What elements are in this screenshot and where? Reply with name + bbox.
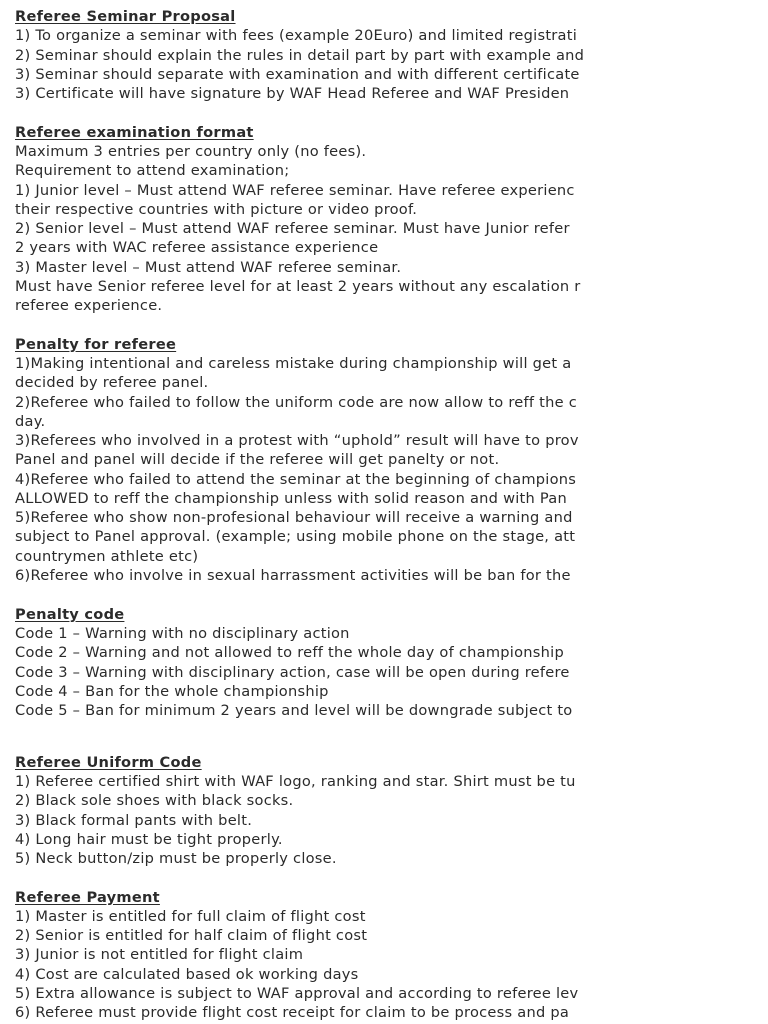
examination-format-line: 2 years with WAC referee assistance experience: [15, 239, 379, 256]
penalty-for-referee-line: 4)Referee who failed to attend the seminar at the beginning of champions: [15, 471, 577, 488]
penalty-for-referee-line: ALLOWED to reff the championship unless with solid reason and with Pan: [15, 490, 568, 507]
examination-format-line: Requirement to attend examination;: [15, 162, 290, 179]
section-heading-seminar-proposal: Referee Seminar Proposal: [15, 8, 236, 25]
penalty-for-referee-line: countrymen athlete etc): [15, 548, 199, 565]
referee-payment-line: 1) Master is entitled for full claim of flight cost: [15, 908, 366, 925]
section-heading-uniform-code: Referee Uniform Code: [15, 754, 202, 771]
penalty-for-referee-line: Panel and panel will decide if the referee will get panelty or not.: [15, 451, 500, 468]
penalty-for-referee-line: 1)Making intentional and careless mistake during championship will get a: [15, 355, 572, 372]
referee-payment-line: 6) Referee must provide flight cost receipt for claim to be process and pa: [15, 1004, 570, 1021]
uniform-code-line: 5) Neck button/zip must be properly close.: [15, 850, 337, 867]
examination-format-line: 2) Senior level – Must attend WAF referee seminar. Must have Junior refer: [15, 220, 570, 237]
penalty-for-referee-line: day.: [15, 413, 46, 430]
section-heading-penalty-code: Penalty code: [15, 606, 125, 623]
penalty-for-referee-line: 3)Referees who involved in a protest with “uphold” result will have to prov: [15, 432, 579, 449]
examination-format-line: their respective countries with picture or video proof.: [15, 201, 418, 218]
examination-format-line: Maximum 3 entries per country only (no fees).: [15, 143, 367, 160]
uniform-code-line: 1) Referee certified shirt with WAF logo, ranking and star. Shirt must be tu: [15, 773, 576, 790]
penalty-code-line: Code 3 – Warning with disciplinary action, case will be open during refere: [15, 664, 570, 681]
examination-format-line: 3) Master level – Must attend WAF referee seminar.: [15, 259, 402, 276]
referee-payment-line: 4) Cost are calculated based ok working days: [15, 966, 359, 983]
examination-format-line: Must have Senior referee level for at least 2 years without any escalation r: [15, 278, 581, 295]
examination-format-line: referee experience.: [15, 297, 163, 314]
uniform-code-line: 4) Long hair must be tight properly.: [15, 831, 283, 848]
penalty-code-line: Code 2 – Warning and not allowed to reff the whole day of championship: [15, 644, 564, 661]
referee-payment-line: 2) Senior is entitled for half claim of flight cost: [15, 927, 368, 944]
penalty-code-line: Code 4 – Ban for the whole championship: [15, 683, 329, 700]
penalty-for-referee-line: 5)Referee who show non-profesional behaviour will receive a warning and: [15, 509, 573, 526]
seminar-proposal-line: 1) To organize a seminar with fees (example 20Euro) and limited registrati: [15, 27, 578, 44]
penalty-code-line: Code 5 – Ban for minimum 2 years and level will be downgrade subject to: [15, 702, 573, 719]
penalty-for-referee-line: subject to Panel approval. (example; using mobile phone on the stage, att: [15, 528, 576, 545]
referee-payment-line: 5) Extra allowance is subject to WAF approval and according to referee lev: [15, 985, 579, 1002]
seminar-proposal-line: 2) Seminar should explain the rules in detail part by part with example and: [15, 47, 585, 64]
uniform-code-line: 3) Black formal pants with belt.: [15, 812, 253, 829]
section-heading-referee-payment: Referee Payment: [15, 889, 160, 906]
penalty-code-line: Code 1 – Warning with no disciplinary action: [15, 625, 350, 642]
penalty-for-referee-line: 6)Referee who involve in sexual harrassment activities will be ban for the: [15, 567, 571, 584]
seminar-proposal-line: 3) Seminar should separate with examination and with different certificate: [15, 66, 580, 83]
penalty-for-referee-line: 2)Referee who failed to follow the uniform code are now allow to reff the c: [15, 394, 578, 411]
examination-format-line: 1) Junior level – Must attend WAF referee seminar. Have referee experienc: [15, 182, 575, 199]
section-heading-examination-format: Referee examination format: [15, 124, 254, 141]
penalty-for-referee-line: decided by referee panel.: [15, 374, 209, 391]
section-heading-penalty-for-referee: Penalty for referee: [15, 336, 177, 353]
seminar-proposal-line: 3) Certificate will have signature by WAF Head Referee and WAF Presiden: [15, 85, 570, 102]
uniform-code-line: 2) Black sole shoes with black socks.: [15, 792, 294, 809]
referee-payment-line: 3) Junior is not entitled for flight claim: [15, 946, 304, 963]
